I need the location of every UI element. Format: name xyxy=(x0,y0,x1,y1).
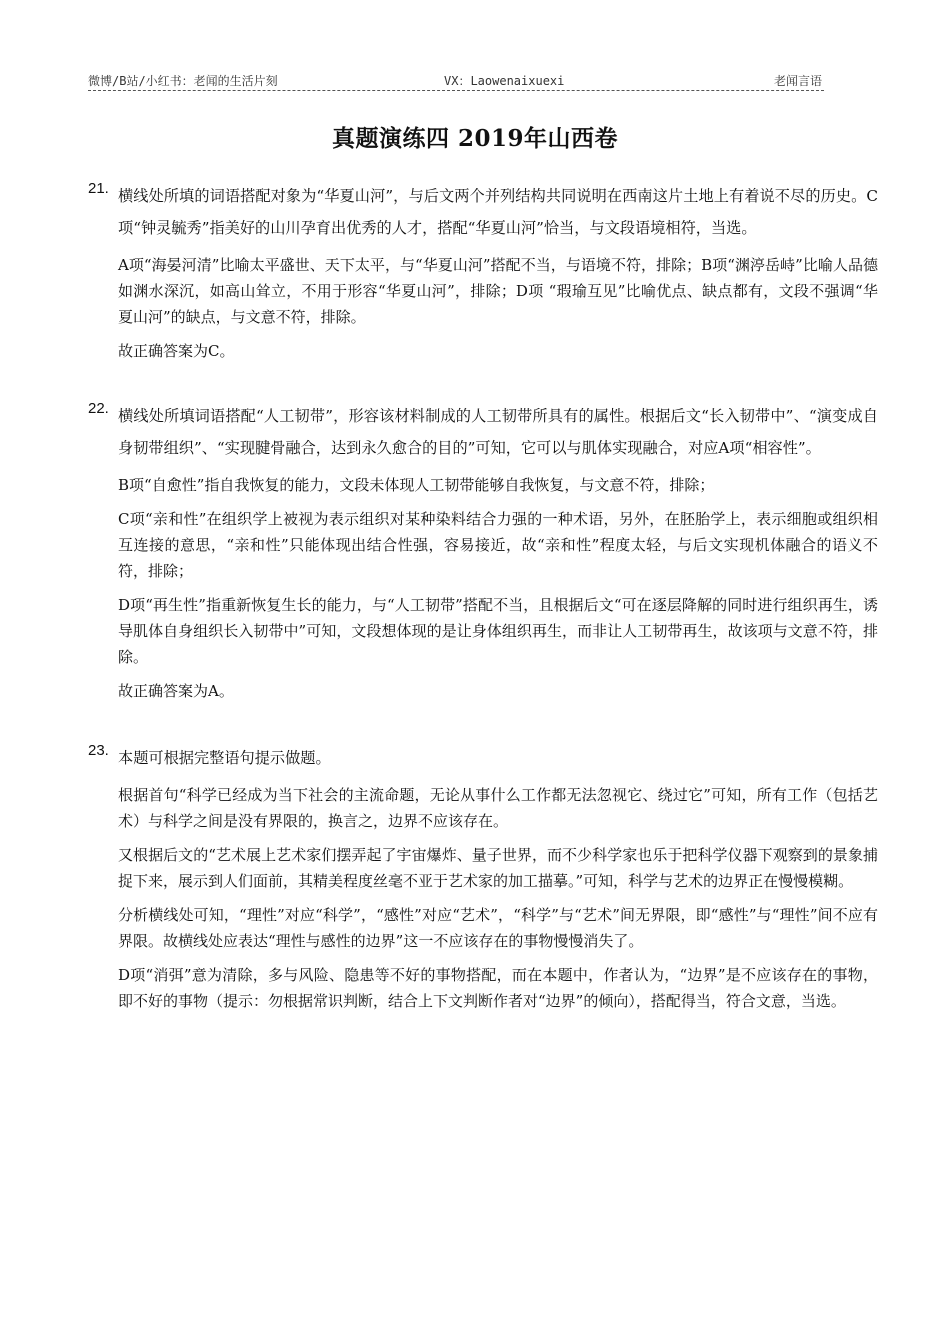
answer-content xyxy=(88,180,878,1014)
question-22 xyxy=(88,400,878,704)
answer-line: 故正确答案为C。 xyxy=(118,342,235,360)
question-lead: 横线处所填词语搭配“人工韧带”，形容该材料制成的人工韧带所具有的属性。根据后文“长入韧带中”、“演变成自身韧带组织”、“实现腱骨融合，达到永久愈合的目的”可知，它可以与肌体实现融合，对应A项“相容性”。 xyxy=(118,407,878,457)
question-number: 22. xyxy=(88,400,109,417)
explanation-paragraph: 根据首句“科学已经成为当下社会的主流命题，无论从事什么工作都无法忽视它、绕过它”可知，所有工作（包括艺术）与科学之间是没有界限的，换言之，边界不应该存在。 xyxy=(118,786,878,830)
question-lead: 横线处所填的词语搭配对象为“华夏山河”，与后文两个并列结构共同说明在西南这片土地上有着说不尽的历史。C项“钟灵毓秀”指美好的山川孕育出优秀的人才，搭配“华夏山河”恰当，与文段语境相符，当选。 xyxy=(118,187,878,237)
header-right-text: 老闻言语 xyxy=(773,74,822,88)
explanation-paragraph: B项“自愈性”指自我恢复的能力，文段未体现人工韧带能够自我恢复，与文意不符，排除； xyxy=(118,476,715,494)
header-left-text: 微博/B站/小红书：老闻的生活片刻 xyxy=(88,74,278,88)
explanation-paragraph: C项“亲和性”在组织学上被视为表示组织对某种染料结合力强的一种术语，另外，在胚胎学上，表示细胞或组织相互连接的意思，“亲和性”只能体现出结合性强，容易接近，故“亲和性”程度太轻，与后文实现机体融合的语义不符，排除； xyxy=(118,510,878,580)
explanation-paragraph: 分析横线处可知，“理性”对应“科学”，“感性”对应“艺术”，“科学”与“艺术”间无界限，即“感性”与“理性”间不应有界限。故横线处应表达“理性与感性的边界”这一不应该存在的事物慢慢消失了。 xyxy=(118,906,878,950)
question-number: 21. xyxy=(88,180,109,197)
question-21 xyxy=(88,180,878,364)
page-header xyxy=(88,68,824,91)
question-23 xyxy=(88,742,878,1014)
header-middle-text: VX：Laowenaixuexi xyxy=(444,74,565,88)
explanation-paragraph: 又根据后文的“艺术展上艺术家们摆弄起了宇宙爆炸、量子世界，而不少科学家也乐于把科学仪器下观察到的景象捕捉下来，展示到人们面前，其精美程度丝毫不亚于艺术家的加工描摹。”可知，科学与艺术的边界正在慢慢模糊。 xyxy=(118,846,878,890)
explanation-paragraph: A项“海晏河清”比喻太平盛世、天下太平，与“华夏山河”搭配不当，与语境不符，排除；B项“渊渟岳峙”比喻人品德如渊水深沉，如高山耸立，不用于形容“华夏山河”，排除；D项 “瑕瑜互见”比喻优点、缺点都有，文段不强调“华夏山河”的缺点，与文意不符，排除。 xyxy=(118,256,878,326)
answer-line: 故正确答案为A。 xyxy=(118,682,234,700)
question-number: 23. xyxy=(88,742,109,759)
explanation-paragraph: D项“再生性”指重新恢复生长的能力，与“人工韧带”搭配不当，且根据后文“可在逐层降解的同时进行组织再生，诱导肌体自身组织长入韧带中”可知，文段想体现的是让身体组织再生，而非让人工韧带再生，故该项与文意不符，排除。 xyxy=(118,596,878,666)
page-title: 真题演练四 2019年山西卷 xyxy=(331,125,619,152)
question-lead: 本题可根据完整语句提示做题。 xyxy=(118,749,331,767)
explanation-paragraph: D项“消弭”意为清除，多与风险、隐患等不好的事物搭配，而在本题中，作者认为，“边界”是不应该存在的事物，即不好的事物（提示：勿根据常识判断，结合上下文判断作者对“边界”的倾向），搭配得当，符合文意，当选。 xyxy=(118,966,878,1010)
